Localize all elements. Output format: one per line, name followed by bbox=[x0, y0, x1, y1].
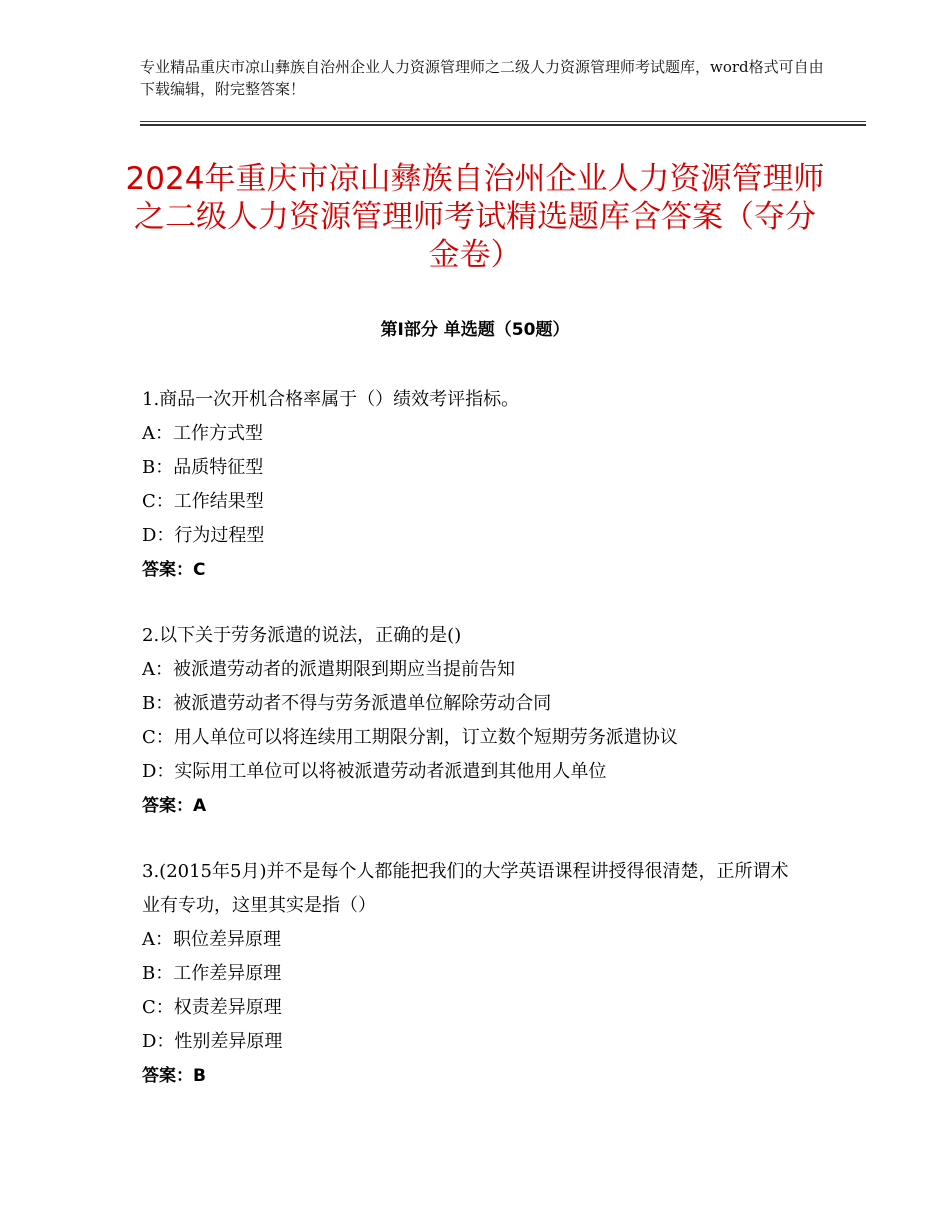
option-d: D：行为过程型 bbox=[142, 525, 265, 546]
option-a: A：被派遣劳动者的派遣期限到期应当提前告知 bbox=[142, 659, 515, 680]
question-stem: 2.以下关于劳务派遣的说法，正确的是() bbox=[142, 625, 462, 646]
option-b: B：品质特征型 bbox=[142, 457, 264, 478]
option-c: C：工作结果型 bbox=[142, 491, 264, 512]
question-item bbox=[142, 855, 822, 1093]
header-divider-thick bbox=[140, 124, 866, 126]
option-c: C：用人单位可以将连续用工期限分割，订立数个短期劳务派遣协议 bbox=[142, 727, 678, 748]
option-a: A：职位差异原理 bbox=[142, 929, 281, 950]
header-divider-thin bbox=[140, 121, 866, 122]
answer-label: 答案：C bbox=[142, 560, 206, 580]
document-title: 2024年重庆市凉山彝族自治州企业人力资源管理师之二级人力资源管理师考试精选题库含答案（夺分金卷） bbox=[125, 161, 825, 273]
option-b: B：工作差异原理 bbox=[142, 963, 282, 984]
question-stem: 3.(2015年5月)并不是每个人都能把我们的大学英语课程讲授得很清楚，正所谓术业有专功，这里其实是指（） bbox=[142, 861, 789, 916]
header-note: 专业精品重庆市凉山彝族自治州企业人力资源管理师之二级人力资源管理师考试题库，word格式可自由下载编辑，附完整答案！ bbox=[140, 58, 824, 98]
section-title: 第Ⅰ部分 单选题（50题） bbox=[380, 320, 570, 340]
option-b: B：被派遣劳动者不得与劳务派遣单位解除劳动合同 bbox=[142, 693, 552, 714]
option-d: D：实际用工单位可以将被派遣劳动者派遣到其他用人单位 bbox=[142, 761, 607, 782]
answer-label: 答案：B bbox=[142, 1066, 206, 1086]
question-stem: 1.商品一次开机合格率属于（）绩效考评指标。 bbox=[142, 389, 520, 410]
question-list bbox=[142, 383, 822, 1125]
option-d: D：性别差异原理 bbox=[142, 1031, 283, 1052]
option-a: A：工作方式型 bbox=[142, 423, 263, 444]
question-item bbox=[142, 619, 822, 823]
option-c: C：权责差异原理 bbox=[142, 997, 282, 1018]
answer-label: 答案：A bbox=[142, 796, 207, 816]
question-item bbox=[142, 383, 822, 587]
